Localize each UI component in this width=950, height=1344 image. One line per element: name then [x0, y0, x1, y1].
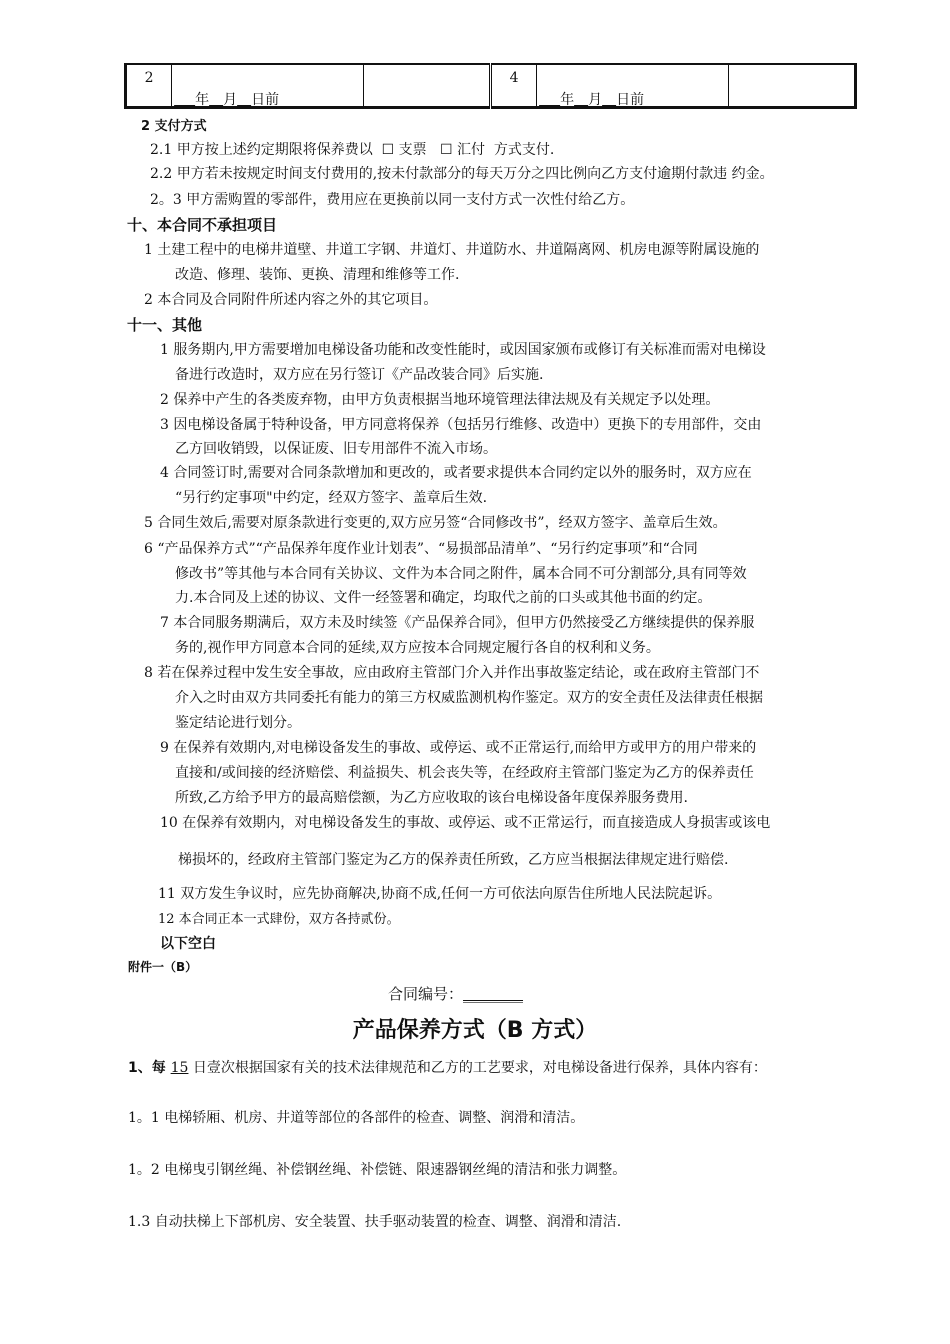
table-cell-date: ___年__月__日前	[537, 64, 729, 108]
section-10-item-1-cont: 改造、修理、装饰、更换、清理和维修等工作.	[175, 267, 460, 283]
table-cell-amount	[363, 64, 490, 108]
section-11-line: 12 本合同正本一式肆份，双方各持贰份。	[158, 912, 400, 927]
section-11-line: 7 本合同服务期满后，双方未及时续签《产品保养合同》，但甲方仍然接受乙方继续提供的保养服	[160, 615, 755, 631]
section-11-line: 修改书”等其他与本合同有关协议、文件为本合同之附件，属本合同不可分割部分,具有同等效	[175, 566, 747, 582]
section-11-line: 9 在保养有效期内,对电梯设备发生的事故、或停运、或不正常运行,而给甲方或甲方的用户带来的	[160, 740, 757, 756]
section-11-line: 3 因电梯设备属于特种设备，甲方同意将保养（包括另行维修、改造中）更换下的专用部件，交由	[160, 417, 762, 433]
section-11-line: 6 “产品保养方式”“产品保养年度作业计划表”、“易损部品清单”、“另行约定事项”和“合同	[144, 541, 698, 557]
attachment-item-1-3: 1.3 自动扶梯上下部机房、安全装置、扶手驱动装置的检查、调整、润滑和清洁.	[128, 1214, 622, 1230]
contract-number-value: ________	[463, 985, 524, 1003]
check-option-transfer[interactable]: ☐ 汇付	[440, 142, 486, 158]
section-11-line: 2 保养中产生的各类废弃物，由甲方负责根据当地环境管理法律法规及有关规定予以处理。	[160, 392, 720, 408]
blank-marker: 以下空白	[160, 936, 216, 952]
section-11-heading: 十一、其他	[127, 316, 203, 334]
payment-line-3: 2。3 甲方需购置的零部件，费用应在更换前以同一支付方式一次性付给乙方。	[150, 192, 635, 208]
section-11-line: “另行约定事项"中约定，经双方签字、盖章后生效.	[175, 490, 488, 506]
section-11-line: 8 若在保养过程中发生安全事故，应由政府主管部门介入并作出事故鉴定结论，或在政府主管部门不	[144, 665, 760, 681]
section-11-line: 力.本合同及上述的协议、文件一经签署和确定，均取代之前的口头或其他书面的约定。	[175, 590, 712, 606]
section-11-line: 10 在保养有效期内，对电梯设备发生的事故、或停运、或不正常运行，而直接造成人身损害或该电	[160, 815, 771, 831]
section-11-line: 乙方回收销毁，以保证废、旧专用部件不流入市场。	[175, 441, 497, 457]
section-11-line: 务的,视作甲方同意本合同的延续,双方应按本合同规定履行各自的权利和义务。	[175, 640, 660, 656]
section-11-line: 鉴定结论进行划分。	[175, 715, 301, 731]
payment-heading: 2 支付方式	[141, 119, 207, 134]
section-11-line: 直接和/或间接的经济赔偿、利益损失、机会丧失等，在经政府主管部门鉴定为乙方的保养责任	[175, 765, 754, 781]
section-11-line: 4 合同签订时,需要对合同条款增加和更改的，或者要求提供本合同约定以外的服务时，双方应在	[160, 465, 752, 481]
section-10-heading: 十、本合同不承担项目	[127, 216, 278, 234]
section-11-line: 介入之时由双方共同委托有能力的第三方权威监测机构作鉴定。双方的安全责任及法律责任根据	[175, 690, 763, 706]
attachment-item-1-1: 1。1 电梯轿厢、机房、井道等部位的各部件的检查、调整、润滑和清洁。	[128, 1110, 585, 1126]
table-cell-number: 4	[490, 64, 536, 108]
table-cell-amount	[728, 64, 855, 108]
section-11-line: 5 合同生效后,需要对原条款进行变更的,双方应另签“合同修改书”，经双方签字、盖章后生效。	[144, 515, 727, 531]
table-cell-date: ___年__月__日前	[172, 64, 364, 108]
attachment-item-1-2: 1。2 电梯曳引钢丝绳、补偿钢丝绳、补偿链、限速器钢丝绳的清洁和张力调整。	[128, 1162, 627, 1178]
page-title: 产品保养方式（B 方式）	[352, 1018, 598, 1043]
attachment-label: 附件一（B）	[128, 960, 198, 974]
payment-line-1: 2.1 甲方按上述约定期限将保养费以 ☐ 支票 ☐ 汇付 方式支付.	[150, 142, 555, 158]
section-10-item-2: 2 本合同及合同附件所述内容之外的其它项目。	[144, 292, 438, 308]
section-10-item-1: 1 土建工程中的电梯井道壁、井道工字钢、井道灯、井道防水、井道隔离网、机房电源等附属设施的	[144, 242, 760, 258]
table-cell-number: 2	[126, 64, 172, 108]
section-11-line: 1 服务期内,甲方需要增加电梯设备功能和改变性能时，或因国家颁布或修订有关标准而需对电梯设	[160, 342, 766, 358]
section-11-line: 梯损坏的，经政府主管部门鉴定为乙方的保养责任所致，乙方应当根据法律规定进行赔偿.	[178, 852, 729, 868]
attachment-paragraph-1: 1、每 15 日壹次根据国家有关的技术法律规范和乙方的工艺要求，对电梯设备进行保养，具体内容有：	[128, 1060, 767, 1076]
check-option-cheque[interactable]: ☐ 支票	[381, 142, 427, 158]
payment-line-2: 2.2 甲方若未按规定时间支付费用的,按未付款部分的每天万分之四比例向乙方支付逾期付款违 约金。	[150, 166, 774, 182]
contract-number: 合同编号：________	[388, 985, 524, 1003]
table-row	[126, 64, 856, 108]
section-11-line: 备进行改造时，双方应在另行签订《产品改装合同》后实施.	[175, 367, 544, 383]
section-11-line: 11 双方发生争议时，应先协商解决,协商不成,任何一方可依法向原告住所地人民法院起诉。	[158, 886, 722, 902]
payment-schedule-table	[124, 63, 857, 109]
section-11-line: 所致,乙方给予甲方的最高赔偿额，为乙方应收取的该台电梯设备年度保养服务费用.	[175, 790, 688, 806]
